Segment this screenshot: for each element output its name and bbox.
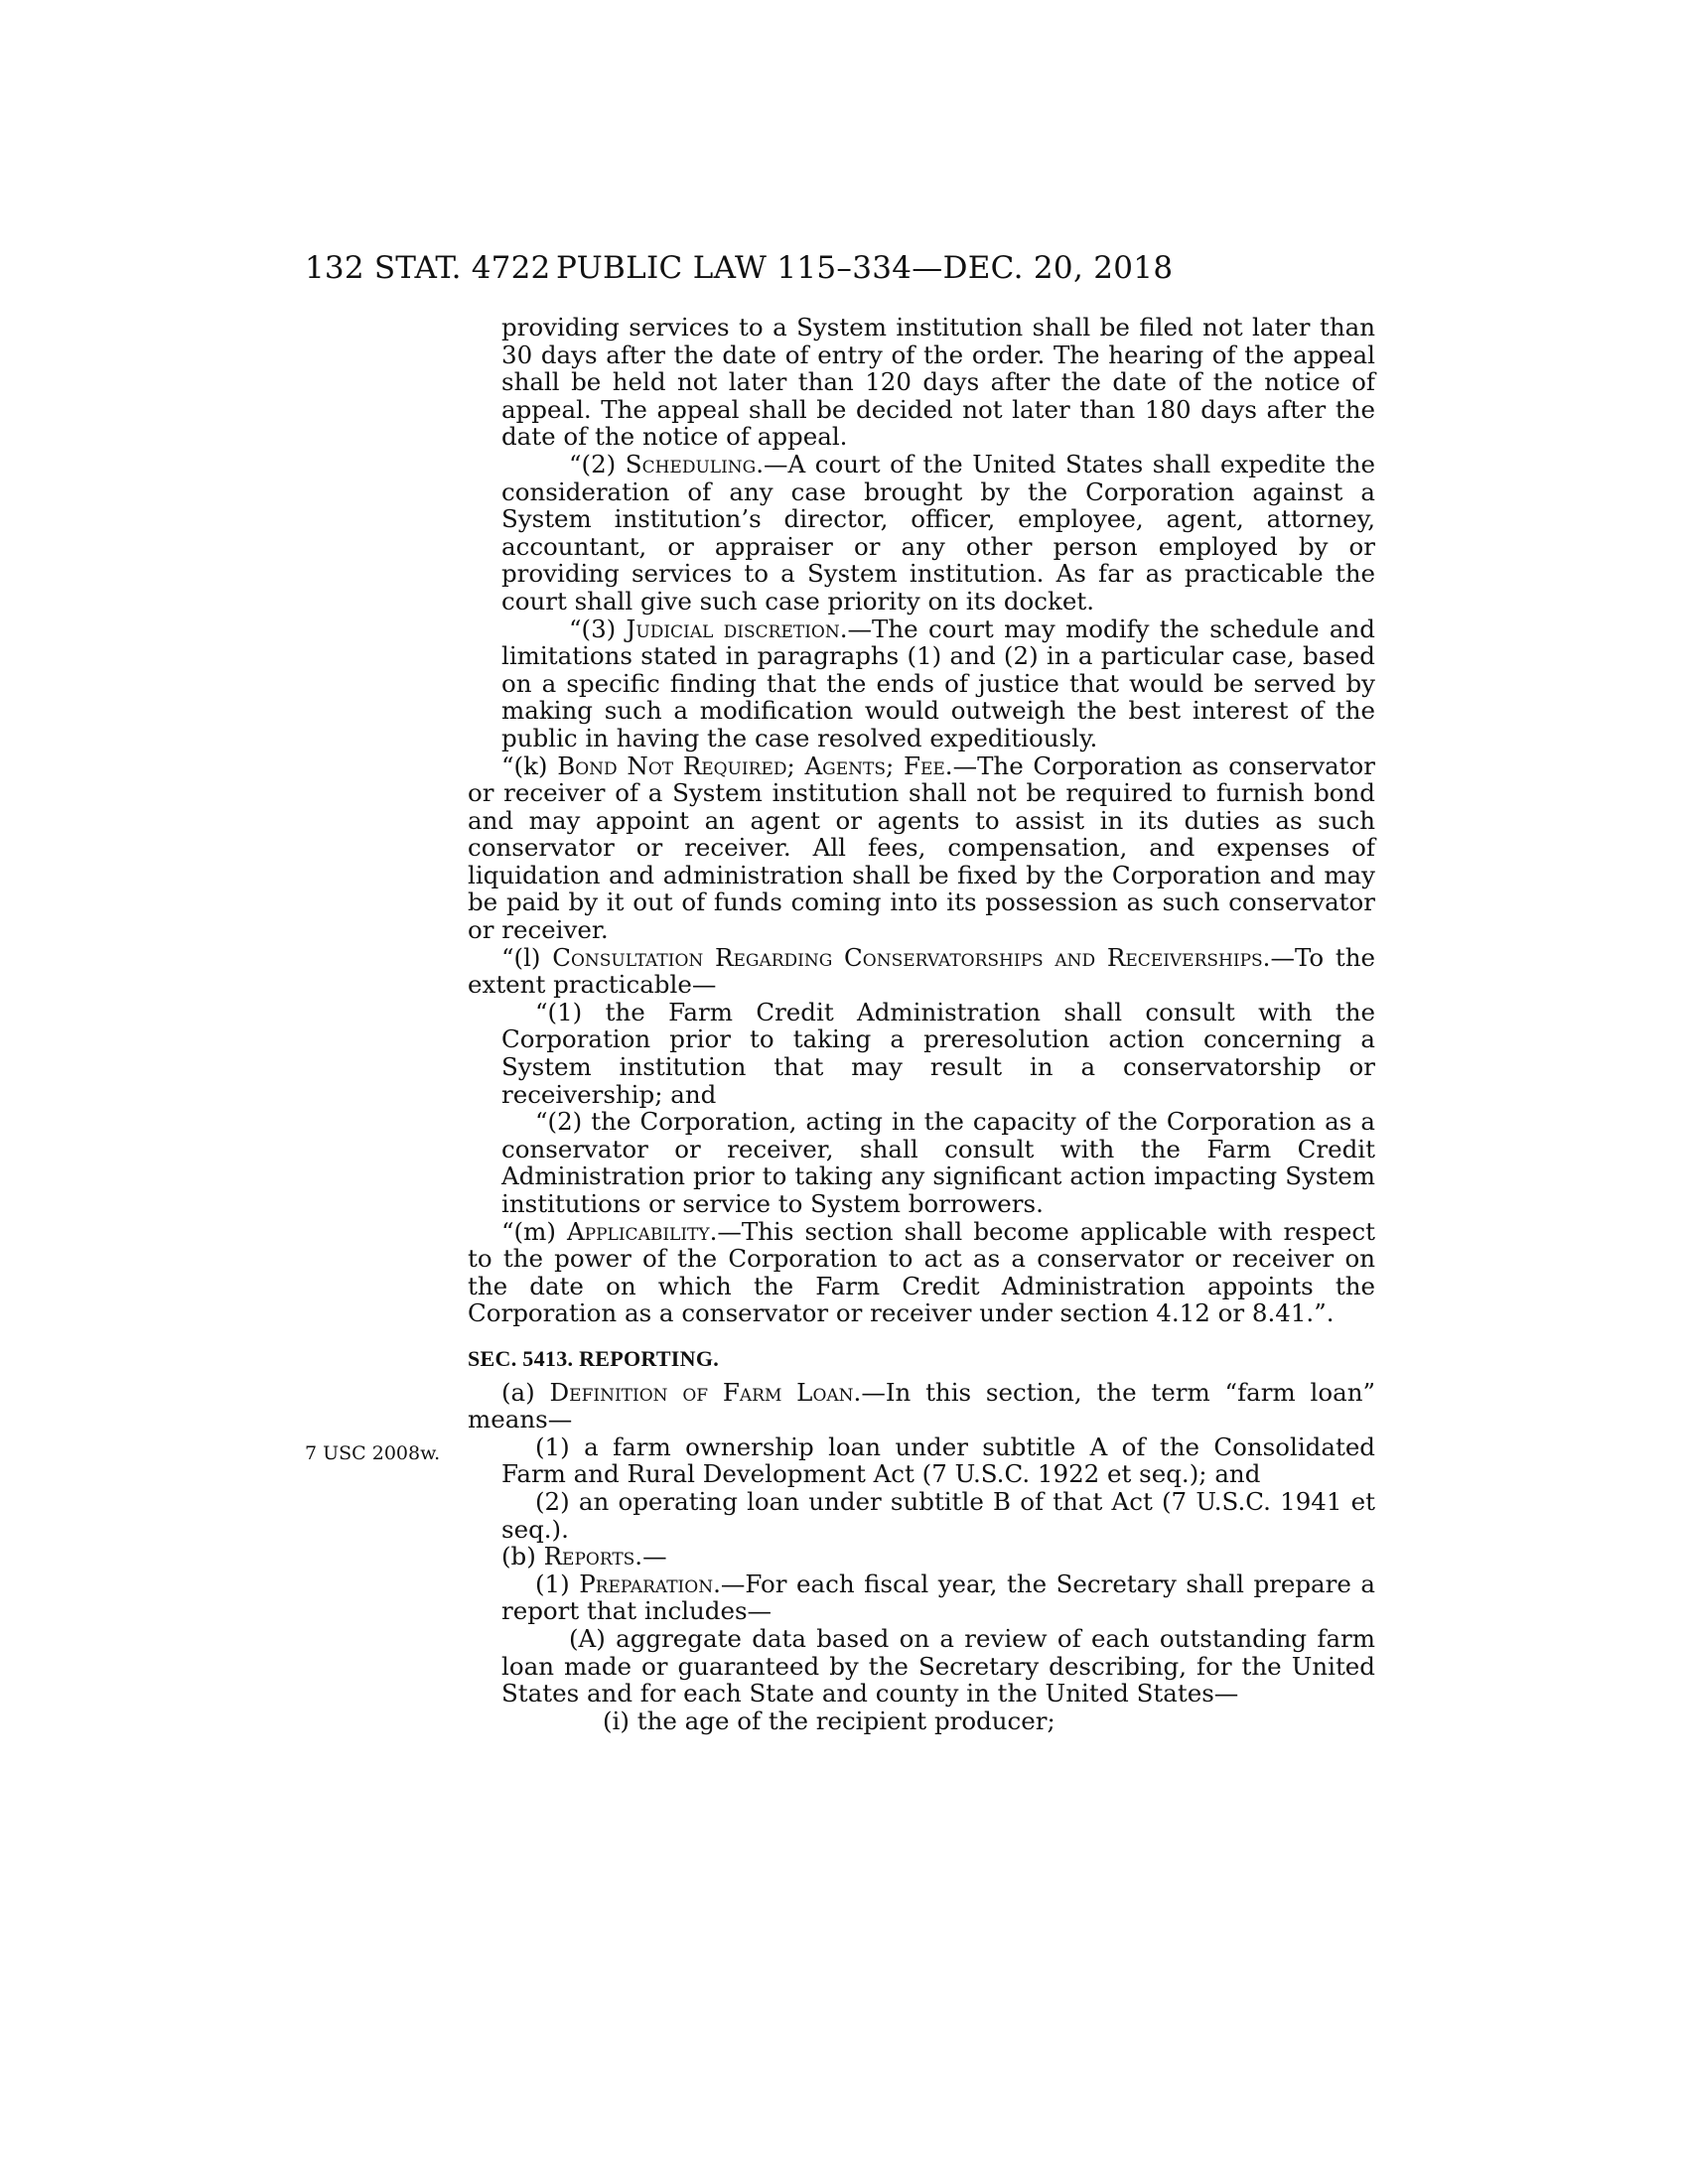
paragraph-lead: (b) [501, 1542, 544, 1571]
paragraph-body: —The court may modify the schedule and limitations stated in paragraphs (1) and (2) in a particular case, based on a specific finding that the ends of justice that would be served by making such a modification would outweigh the best interest of the public in having the case resolved expeditiously. [501, 614, 1375, 752]
paragraph-body: —To the extent practicable— [468, 942, 1375, 1000]
paragraph-consultation [468, 944, 1375, 999]
paragraph-consultation-1: “(1) the Farm Credit Administration shall consult with the Corporation prior to taking a preresolution action concerning a System institution that may result in a conservatorship or receivership; and [501, 997, 1375, 1109]
paragraph-heading: Applicability. [566, 1216, 718, 1246]
paragraph-body: —For each fiscal year, the Secretary shall prepare a report that includes— [501, 1569, 1375, 1626]
paragraph-body: —This section shall become applicable with respect to the power of the Corporation to act as a conservator or receiver on the date on which the Farm Credit Administration appoints the Corporation as a conservator or receiver under section 4.12 or 8.41.”. [468, 1216, 1375, 1328]
paragraph-heading: Bond Not Required; Agents; Fee. [557, 751, 953, 780]
margin-citation: 7 USC 2008w. [305, 1442, 441, 1464]
paragraph-lead: “(3) [569, 614, 627, 643]
paragraph-heading: Consultation Regarding Conservatorships and Receiverships. [552, 942, 1271, 972]
paragraph-heading: Preparation. [579, 1569, 721, 1598]
section-heading: SEC. 5413. REPORTING. [468, 1345, 720, 1371]
body-text [468, 313, 1376, 1735]
paragraph-bond-not-required [468, 752, 1375, 944]
paragraph-body: —A court of the United States shall expedite the consideration of any case brought by the Corporation against a System institution’s director, officer, employee, agent, attorney, accountant, or appraiser or any other person employed by or providing services to a System institution. As far as practicable the court shall give such case priority on its docket. [501, 449, 1375, 615]
paragraph-heading: Judicial discretion. [626, 614, 848, 643]
paragraph-definition-2: (2) an operating loan under subtitle B of that Act (7 U.S.C. 1941 et seq.). [501, 1486, 1375, 1544]
paragraph-heading: Scheduling. [625, 449, 765, 478]
paragraph-preparation [501, 1570, 1375, 1625]
paragraph-lead: “(k) [501, 751, 558, 780]
paragraph-lead: (1) [535, 1569, 580, 1598]
paragraph-reports [468, 1543, 1375, 1570]
paragraph-lead: (a) [501, 1377, 550, 1407]
paragraph-appeal-continued: providing services to a System institution shall be filed not later than 30 days after the date of entry of the order. The hearing of the appeal shall be held not later than 120 days after the date of the notice of appeal. The appeal shall be decided not later than 180 days after the date of the notice of appeal. [501, 313, 1375, 452]
paragraph-lead: “(m) [501, 1216, 567, 1246]
paragraph-body: —In this section, the term “farm loan” means— [468, 1377, 1375, 1434]
paragraph-scheduling [501, 451, 1375, 615]
paragraph-lead: “(2) [569, 449, 626, 478]
running-head-title: PUBLIC LAW 115–334—DEC. 20, 2018 [556, 250, 1174, 286]
paragraph-definition [468, 1379, 1375, 1433]
paragraph-body: — [642, 1542, 667, 1571]
paragraph-consultation-2: “(2) the Corporation, acting in the capacity of the Corporation as a conservator or receiver, shall consult with the Farm Credit Administration prior to taking any significant action impacting System institutions or service to System borrowers. [501, 1107, 1375, 1218]
paragraph-age-of-producer: (i) the age of the recipient producer; [603, 1706, 1055, 1735]
paragraph-judicial-discretion [501, 615, 1375, 752]
paragraph-aggregate-data: (A) aggregate data based on a review of each outstanding farm loan made or guaranteed by the Secretary describing, for the United States and for each State and county in the United States— [501, 1623, 1375, 1708]
paragraph-body: —The Corporation as conservator or receiver of a System institution shall not be required to furnish bond and may appoint an agent or agents to assist in its duties as such conservator or receiver. All fees, compensation, and expenses of liquidation and administration shall be fixed by the Corporation and may be paid by it out of funds coming into its possession as such conservator or receiver. [468, 751, 1376, 945]
paragraph-heading: Reports. [543, 1542, 643, 1571]
paragraph-lead: “(l) [501, 942, 553, 972]
paragraph-applicability [468, 1218, 1375, 1327]
statute-page-number: 132 STAT. 4722 [305, 250, 551, 286]
paragraph-definition-1: (1) a farm ownership loan under subtitle A of the Consolidated Farm and Rural Development Act (7 U.S.C. 1922 et seq.); and [501, 1432, 1375, 1489]
paragraph-heading: Definition of Farm Loan. [549, 1377, 862, 1407]
